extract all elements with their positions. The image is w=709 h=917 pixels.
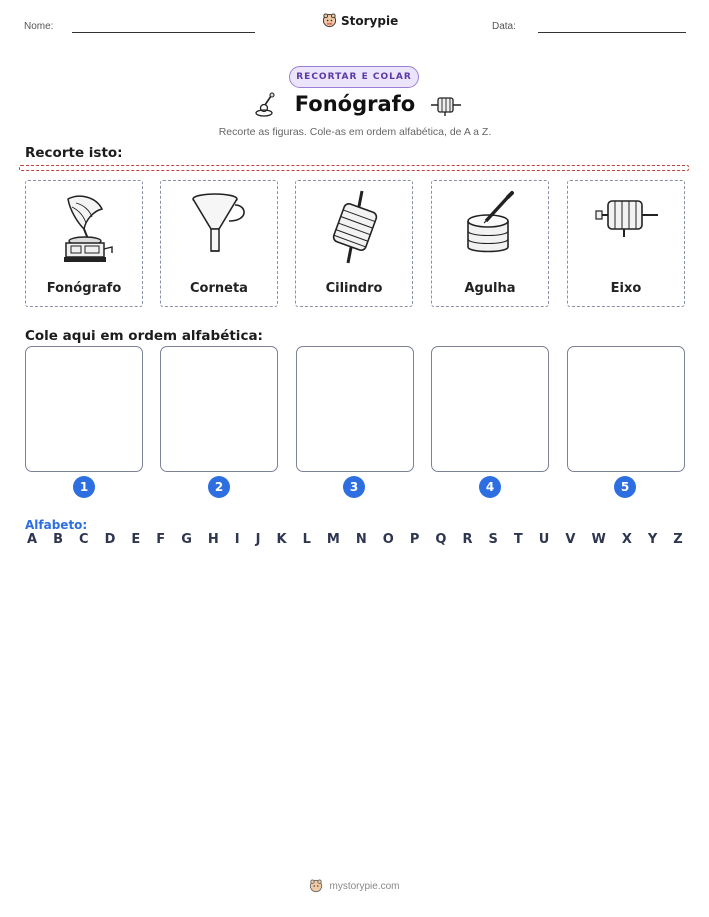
paste-box-2[interactable] — [160, 346, 278, 472]
alphabet-letter: M — [326, 532, 340, 547]
alphabet-letter: Z — [673, 532, 683, 547]
date-label: Data: — [492, 21, 516, 32]
alphabet-letter: E — [131, 532, 141, 547]
cut-card-label: Cilindro — [325, 281, 383, 296]
cut-card-corneta[interactable] — [160, 180, 278, 307]
cut-card-cilindro[interactable] — [295, 180, 413, 307]
alphabet-letter: A — [27, 532, 38, 547]
cut-dashed-line — [19, 165, 689, 171]
axle-icon — [592, 189, 662, 269]
paste-heading: Cole aqui em ordem alfabética: — [25, 328, 263, 344]
alphabet-letter: U — [538, 532, 550, 547]
alphabet-letter: O — [382, 532, 394, 547]
cut-card-label: Fonógrafo — [46, 281, 122, 296]
needle-icon — [456, 189, 526, 269]
order-number-2: 2 — [208, 476, 230, 498]
paste-box-4[interactable] — [431, 346, 549, 472]
paste-box-3[interactable] — [296, 346, 414, 472]
page-title: Fonógrafo — [294, 92, 416, 116]
alphabet-letter: W — [591, 532, 606, 547]
order-number-5: 5 — [614, 476, 636, 498]
storypie-mascot-icon — [322, 13, 337, 28]
funnel-horn-icon — [185, 189, 255, 269]
footer — [0, 879, 709, 893]
alphabet-letter: R — [462, 532, 473, 547]
alphabet-letter: S — [488, 532, 498, 547]
cut-card-agulha[interactable] — [431, 180, 549, 307]
cut-card-label: Agulha — [464, 281, 516, 296]
cut-card-eixo[interactable] — [567, 180, 685, 307]
alphabet-letter: L — [302, 532, 311, 547]
alphabet-letter: Y — [647, 532, 658, 547]
alphabet-letter: K — [276, 532, 287, 547]
order-number-3: 3 — [343, 476, 365, 498]
alphabet-letter: B — [53, 532, 63, 547]
axle-title-icon — [430, 95, 462, 117]
activity-badge: RECORTAR E COLAR — [289, 66, 419, 88]
alphabet-letter: T — [513, 532, 523, 547]
alphabet-letter: P — [409, 532, 420, 547]
alphabet-letter: J — [255, 532, 261, 547]
alphabet-letter: C — [79, 532, 89, 547]
cut-card-label: Eixo — [610, 281, 642, 296]
alphabet-letter: H — [207, 532, 219, 547]
alphabet-letter: I — [234, 532, 240, 547]
cut-heading: Recorte isto: — [25, 145, 123, 161]
alphabet-letter: F — [156, 532, 166, 547]
alphabet-letter: D — [104, 532, 116, 547]
date-line[interactable] — [538, 32, 686, 33]
order-number-4: 4 — [479, 476, 501, 498]
alphabet-letter: Q — [435, 532, 447, 547]
instructions-text: Recorte as figuras. Cole-as em ordem alfabética, de A a Z. — [218, 126, 492, 138]
brand-name: Storypie — [341, 13, 399, 28]
footer-site[interactable]: mystorypie.com — [329, 880, 400, 892]
order-number-1: 1 — [73, 476, 95, 498]
brand-logo — [322, 13, 398, 28]
cut-card-label: Corneta — [190, 281, 248, 296]
name-line[interactable] — [72, 32, 255, 33]
alphabet-letter: G — [181, 532, 192, 547]
alphabet-letter: N — [355, 532, 367, 547]
phonograph-icon — [50, 189, 120, 269]
cylinder-icon — [320, 189, 390, 269]
paste-box-1[interactable] — [25, 346, 143, 472]
alphabet-letter: V — [565, 532, 576, 547]
alphabet-letter: X — [621, 532, 632, 547]
alphabet-title: Alfabeto: — [25, 518, 88, 532]
paste-box-5[interactable] — [567, 346, 685, 472]
storypie-mascot-icon — [309, 879, 323, 893]
name-label: Nome: — [24, 21, 54, 32]
cut-card-fonografo[interactable] — [25, 180, 143, 307]
alphabet-row — [27, 532, 683, 547]
